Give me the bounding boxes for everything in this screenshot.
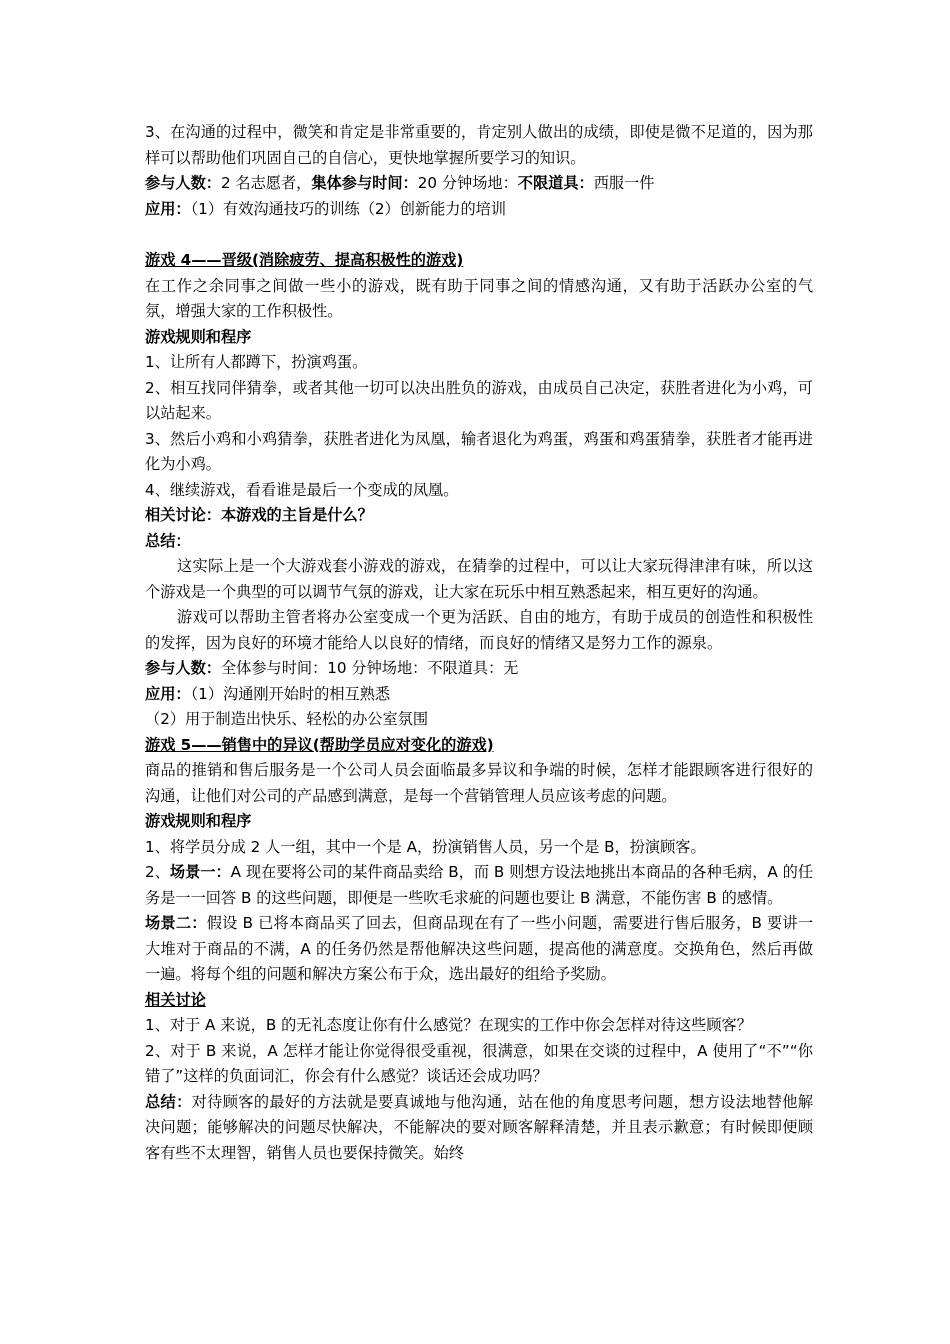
game3-application bbox=[145, 197, 813, 223]
game4-rules-heading: 游戏规则和程序 bbox=[145, 327, 252, 346]
participants-label: 参与人数： bbox=[145, 174, 221, 192]
game4-summary-paragraph-1: 这实际上是一个大游戏套小游戏的游戏，在猜拳的过程中，可以让大家玩得津津有味，所以这个游戏是一个典型的可以调节气氛的游戏，让大家在玩乐中相互熟悉起来，相互更好的沟通。 bbox=[145, 557, 813, 601]
game5-rule-1: 1、将学员分成 2 人一组，其中一个是 A，扮演销售人员，另一个是 B，扮演顾客。 bbox=[145, 837, 706, 856]
document-body bbox=[145, 120, 813, 1166]
game4-rule-1: 1、让所有人都蹲下，扮演鸡蛋。 bbox=[145, 353, 368, 371]
game4-rule-3: 3、然后小鸡和小鸡猜拳，获胜者进化为凤凰，输者退化为鸡蛋，鸡蛋和鸡蛋猜拳，获胜者才能再进化为小鸡。 bbox=[145, 429, 813, 473]
scene-2-label: 场景二： bbox=[145, 914, 207, 932]
application-label: 应用： bbox=[145, 684, 191, 703]
group-time-label: 集体参与时间： bbox=[311, 174, 418, 192]
game4-intro: 在工作之余同事之间做一些小的游戏，既有助于同事之间的情感沟通，又有助于活跃办公室的气氛，增强大家的工作积极性。 bbox=[145, 276, 813, 320]
application-value: （1）有效沟通技巧的训练（2）创新能力的培训 bbox=[190, 199, 507, 218]
venue-props-label: 不限道具： bbox=[517, 174, 594, 192]
game5-rule-2 bbox=[145, 860, 813, 911]
spacer bbox=[145, 222, 813, 248]
application-label: 应用： bbox=[145, 199, 191, 218]
game4-title: 游戏 4——晋级(消除疲劳、提高积极性的游戏) bbox=[145, 251, 464, 269]
game4-params bbox=[145, 656, 813, 682]
game3-params bbox=[145, 171, 813, 197]
time-venue-value: 20 分钟场地： bbox=[417, 174, 518, 192]
game5-summary bbox=[145, 1090, 813, 1167]
game4-rule-4: 4、继续游戏，看看谁是最后一个变成的凤凰。 bbox=[145, 480, 459, 499]
game3-point-3: 3、在沟通的过程中，微笑和肯定是非常重要的，肯定别人做出的成绩，即使是微不足道的，因为那样可以帮助他们巩固自己的自信心，更快地掌握所要学习的知识。 bbox=[145, 123, 813, 167]
game4-application-2: （2）用于制造出快乐、轻松的办公室氛围 bbox=[145, 710, 429, 728]
scene-1-label: 场景一： bbox=[169, 863, 231, 881]
game4-summary-paragraph-2: 游戏可以帮助主管者将办公室变成一个更为活跃、自由的地方，有助于成员的创造性和积极性的发挥，因为良好的环境才能给人以良好的情绪，而良好的情绪又是努力工作的源泉。 bbox=[145, 608, 813, 652]
summary-text: 对待顾客的最好的方法就是要真诚地与他沟通，站在他的角度思考问题，想方设法地替他解决问题；能够解决的问题尽快解决，不能解决的要对顾客解释清楚，并且表示歉意；有时候即便顾客有些不太理智，销售人员也要保持微笑。始终 bbox=[145, 1092, 814, 1162]
rule-number: 2、 bbox=[145, 863, 170, 881]
game5-question-1: 1、对于 A 来说，B 的无礼态度让你有什么感觉？在现实的工作中你会怎样对待这些顾客？ bbox=[145, 1016, 752, 1034]
game5-title: 游戏 5——销售中的异议(帮助学员应对变化的游戏) bbox=[145, 735, 494, 754]
props-value: 西服一件 bbox=[593, 174, 655, 192]
game5-scene-2 bbox=[145, 911, 813, 988]
scene-2-text: 假设 B 已将本商品买了回去，但商品现在有了一些小问题，需要进行售后服务，B 要讲一大堆对于商品的不满，A 的任务仍然是帮他解决这些问题，提高他的满意度。交换角色，然后再做一遍。将每个组的问题和解决方案公布于众，选出最好的组给予奖励。 bbox=[145, 914, 814, 983]
game5-rules-heading: 游戏规则和程序 bbox=[145, 812, 252, 830]
game5-intro: 商品的推销和售后服务是一个公司人员会面临最多异议和争端的时候，怎样才能跟顾客进行很好的沟通，让他们对公司的产品感到满意，是每一个营销管理人员应该考虑的问题。 bbox=[145, 761, 813, 805]
game5-discussion-heading: 相关讨论 bbox=[145, 990, 206, 1009]
summary-label: 总结： bbox=[145, 1092, 192, 1111]
params-value: 全体参与时间：10 分钟场地：不限道具：无 bbox=[220, 659, 519, 677]
scene-1-text: A 现在要将公司的某件商品卖给 B，而 B 则想方设法地挑出本商品的各种毛病，A 的任务是一一回答 B 的这些问题，即便是一些吹毛求疵的问题也要让 B 满意，不能伤害 B 的感情。 bbox=[145, 863, 814, 907]
application-value-1: （1）沟通刚开始时的相互熟悉 bbox=[190, 684, 391, 703]
game4-application bbox=[145, 682, 813, 708]
participants-label: 参与人数： bbox=[145, 659, 221, 677]
game5-question-2: 2、对于 B 来说，A 怎样才能让你觉得很受重视，很满意，如果在交谈的过程中，A 使用了“不”“你错了”这样的负面词汇，你会有什么感觉？谈话还会成功吗？ bbox=[145, 1041, 813, 1085]
game4-rule-2: 2、相互找同伴猜拳，或者其他一切可以决出胜负的游戏，由成员自己决定，获胜者进化为小鸡，可以站起来。 bbox=[145, 378, 813, 422]
participants-value: 2 名志愿者， bbox=[220, 174, 312, 192]
game4-discussion: 相关讨论：本游戏的主旨是什么？ bbox=[145, 506, 373, 524]
game4-summary-label: 总结： bbox=[145, 531, 191, 550]
